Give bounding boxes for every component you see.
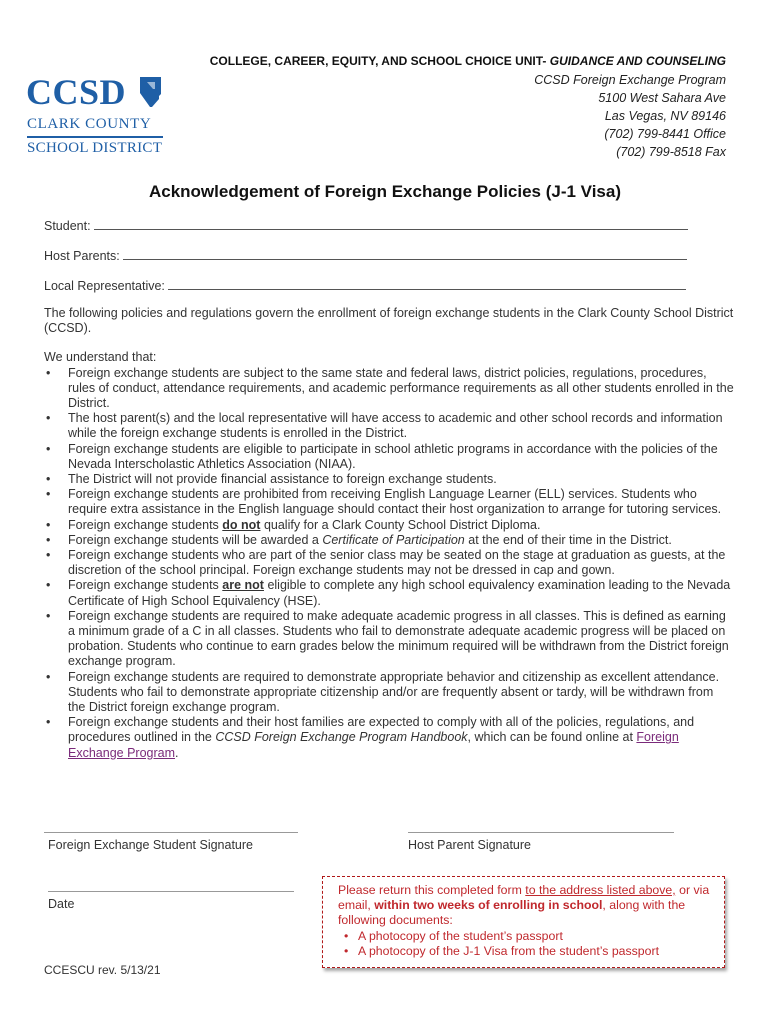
address-program: CCSD Foreign Exchange Program (534, 73, 726, 87)
host-parents-line[interactable] (123, 248, 687, 260)
ccsd-logo (26, 72, 166, 162)
list-item: • Foreign exchange students are prohibited from receiving English Language Learner (ELL) services. Students who require extra assistance in the English language should contact their host organization to arrange for tutoring services. (68, 487, 734, 517)
address-fax: (702) 799-8518 Fax (616, 145, 726, 159)
emphasis-are-not: are not (222, 578, 264, 593)
student-signature-label: Foreign Exchange Student Signature (48, 838, 253, 852)
list-item (68, 533, 734, 548)
policy-text (44, 306, 734, 761)
local-rep-label: Local Representative: (44, 279, 165, 293)
student-field[interactable] (44, 218, 694, 233)
logo-wordmark: CCSD (26, 72, 127, 112)
revision-note: CCESCU rev. 5/13/21 (44, 963, 161, 977)
address-city: Las Vegas, NV 89146 (604, 109, 726, 123)
date-label: Date (48, 897, 75, 911)
return-address-ref: to the address listed above, (525, 883, 676, 897)
address-street: 5100 West Sahara Ave (598, 91, 726, 105)
student-label: Student: (44, 219, 91, 233)
foreign-exchange-program-link[interactable]: Foreign Exchange Program (68, 730, 679, 760)
required-documents-list (338, 929, 718, 959)
handbook-title: CCSD Foreign Exchange Program Handbook (215, 730, 468, 745)
policy-text-part: eligible to complete any high school equivalency examination leading to the Nevada Certificate of High School Equivalency (HSE). (68, 578, 731, 608)
nevada-state-icon (139, 76, 163, 108)
return-instructions-text (338, 883, 718, 959)
host-signature-line[interactable] (408, 832, 674, 833)
logo-divider (27, 136, 163, 138)
list-item (68, 715, 734, 761)
return-text-part: , along with the following documents: (338, 898, 686, 928)
host-parents-field[interactable] (44, 248, 694, 263)
logo-district: SCHOOL DISTRICT (27, 140, 163, 156)
list-item: • Foreign exchange students are eligible to participate in school athletic programs in accordance with the policies of the Nevada Interscholastic Athletics Association (NIAA). (68, 442, 734, 472)
list-item: • Foreign exchange students who are part of the senior class may be seated on the stage at graduation as guests, at the discretion of the school principal. Foreign exchange students may not be dressed in cap and gown. (68, 548, 734, 578)
logo-county: CLARK COUNTY (27, 116, 152, 132)
host-parents-label: Host Parents: (44, 249, 120, 263)
list-item: • Foreign exchange students are subject to the same state and federal laws, district policies, regulations, procedures, rules of conduct, attendance requirements, and academic performance requirements as all other students enrolled in the District. (68, 366, 734, 412)
list-item (68, 578, 734, 608)
list-item: • The host parent(s) and the local representative will have access to academic and other school records and information while the foreign exchange students is enrolled in the District. (68, 411, 734, 441)
unit-department: GUIDANCE AND COUNSELING (546, 54, 726, 68)
policy-text-part: at the end of their time in the District. (464, 532, 672, 547)
student-line[interactable] (94, 218, 688, 230)
local-rep-field[interactable] (44, 278, 694, 293)
policy-text-part: Foreign exchange students (68, 578, 223, 593)
policy-text-part: , which can be found online at (467, 730, 637, 745)
list-item (68, 518, 734, 533)
certificate-name: Certificate of Participation (322, 532, 465, 547)
policy-text-part: Foreign exchange students will be awarded a (68, 532, 323, 547)
local-rep-line[interactable] (168, 278, 686, 290)
return-text-part: or via email, (338, 883, 710, 913)
list-item: • A photocopy of the student’s passport (358, 929, 718, 944)
list-item: • Foreign exchange students are required to demonstrate appropriate behavior and citizenship as excellent attendance. Students who fail to demonstrate appropriate citizenship and/or are frequently absent or tardy, will be withdrawn from the District foreign exchange program. (68, 670, 734, 716)
emphasis-do-not: do not (222, 517, 261, 532)
date-line[interactable] (48, 891, 294, 892)
student-signature-line[interactable] (44, 832, 298, 833)
unit-name: COLLEGE, CAREER, EQUITY, AND SCHOOL CHOICE UNIT- (209, 54, 547, 68)
intro-paragraph: The following policies and regulations govern the enrollment of foreign exchange students in the Clark County School District (CCSD). (44, 306, 734, 336)
policy-text-part: Foreign exchange students (68, 517, 223, 532)
policy-text-part: qualify for a Clark County School District Diploma. (260, 517, 541, 532)
office-address (534, 71, 726, 161)
policy-text-part: Foreign exchange students and their host families are expected to comply with all of the policies, regulations, and procedures outlined in the (68, 715, 695, 745)
address-phone: (702) 799-8441 Office (604, 127, 726, 141)
return-deadline: within two weeks of enrolling in school (374, 898, 603, 913)
understand-heading: We understand that: (44, 350, 157, 365)
policy-text-part: . (175, 745, 179, 760)
list-item: • A photocopy of the J-1 Visa from the student’s passport (358, 944, 718, 959)
return-instructions-box (322, 876, 725, 968)
policy-list (44, 366, 734, 761)
page-title: Acknowledgement of Foreign Exchange Policies (J-1 Visa) (148, 182, 622, 201)
unit-heading (210, 54, 726, 68)
return-text-part: Please return this completed form (338, 883, 526, 897)
list-item: • Foreign exchange students are required to make adequate academic progress in all classes. This is defined as earning a minimum grade of a C in all classes. Students who fail to demonstrate adequate academic progress will be placed on probation. Students who continue to earn grades below the minimum required will be withdrawn from the District foreign exchange program. (68, 609, 734, 670)
list-item: • The District will not provide financial assistance to foreign exchange students. (68, 472, 734, 487)
host-signature-label: Host Parent Signature (408, 838, 531, 852)
